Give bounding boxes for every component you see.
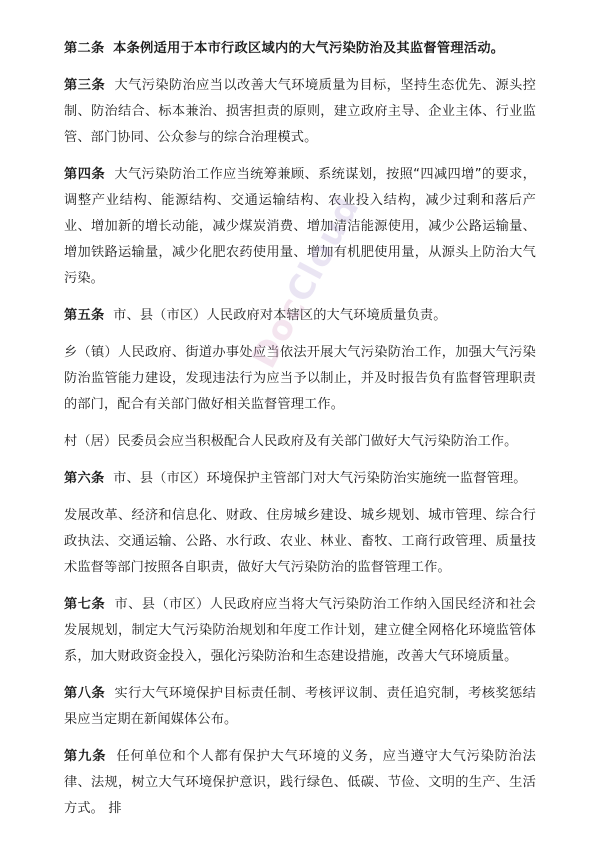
article-5 bbox=[64, 303, 536, 329]
watermark-part-1: Doc bbox=[244, 289, 315, 375]
article-label: 第四条 bbox=[64, 167, 106, 182]
article-text: 市、县（市区）人民政府应当将大气污染防治工作纳入国民经济和社会发展规划，制定大气污染防治规划和年度工作计划，建立健全网格化环境监管体系，加大财政资金投入，强化污染防治和生态建设措施，改善大气环境质量。 bbox=[64, 597, 537, 664]
article-text: 市、县（市区）人民政府对本辖区的大气环境质量负责。 bbox=[113, 308, 447, 323]
article-5-paragraph-2 bbox=[64, 340, 536, 418]
article-label: 第三条 bbox=[64, 78, 106, 93]
article-text: 任何单位和个人都有保护大气环境的义务，应当遵守大气污染防治法律、法规，树立大气环境保护意识，践行绿色、低碳、节俭、文明的生产、生活方式。 排 bbox=[64, 749, 536, 816]
article-label: 第七条 bbox=[64, 597, 106, 612]
article-9 bbox=[64, 744, 536, 822]
article-label: 第六条 bbox=[64, 471, 105, 486]
article-3 bbox=[64, 73, 536, 151]
article-label: 第二条 bbox=[64, 41, 105, 56]
article-label: 第五条 bbox=[64, 308, 105, 323]
article-text: 大气污染防治工作应当统筹兼顾、系统谋划，按照“四减四增”的要求，调整产业结构、能源结构、交通运输结构、农业投入结构，减少过剩和落后产业、增加新的增长动能，减少煤炭消费、增加清洁能源使用，减少公路运输量、增加铁路运输量，减少化肥农药使用量、增加有机肥使用量，从源头上防治大气污染。 bbox=[64, 167, 536, 286]
article-7 bbox=[64, 592, 536, 670]
article-text: 市、县（市区）环境保护主管部门对大气污染防治实施统一监督管理。 bbox=[113, 471, 527, 486]
article-5-paragraph-3 bbox=[64, 429, 536, 455]
article-label: 第八条 bbox=[64, 686, 106, 701]
document-body bbox=[64, 36, 536, 833]
paragraph-text: 乡（镇）人民政府、街道办事处应当依法开展大气污染防治工作，加强大气污染防治监管能力建设，发现违法行为应当予以制止，并及时报告负有监督管理职责的部门，配合有关部门做好相关监督管理工作。 bbox=[64, 345, 536, 412]
article-text: 大气污染防治应当以改善大气环境质量为目标，坚持生态优先、源头控制、防治结合、标本兼治、损害担责的原则，建立政府主导、企业主体、行业监管、部门协同、公众参与的综合治理模式。 bbox=[64, 78, 537, 145]
watermark-part-2: Cloud bbox=[279, 189, 368, 309]
paragraph-text: 发展改革、经济和信息化、财政、住房城乡建设、城乡规划、城市管理、综合行政执法、交通运输、公路、水行政、农业、林业、畜牧、工商行政管理、质量技术监督等部门按照各自职责，做好大气污染防治的监督管理工作。 bbox=[64, 508, 536, 575]
article-text: 本条例适用于本市行政区域内的大气污染防治及其监督管理活动。 bbox=[113, 41, 505, 56]
article-6-paragraph-2 bbox=[64, 503, 536, 581]
article-2 bbox=[64, 36, 536, 62]
article-8 bbox=[64, 681, 536, 733]
article-6 bbox=[64, 466, 536, 492]
article-label: 第九条 bbox=[64, 749, 107, 764]
article-text: 实行大气环境保护目标责任制、考核评议制、责任追究制，考核奖惩结果应当定期在新闻媒体公布。 bbox=[64, 686, 537, 727]
paragraph-text: 村（居）民委员会应当积极配合人民政府及有关部门做好大气污染防治工作。 bbox=[64, 434, 518, 449]
article-4 bbox=[64, 162, 536, 292]
